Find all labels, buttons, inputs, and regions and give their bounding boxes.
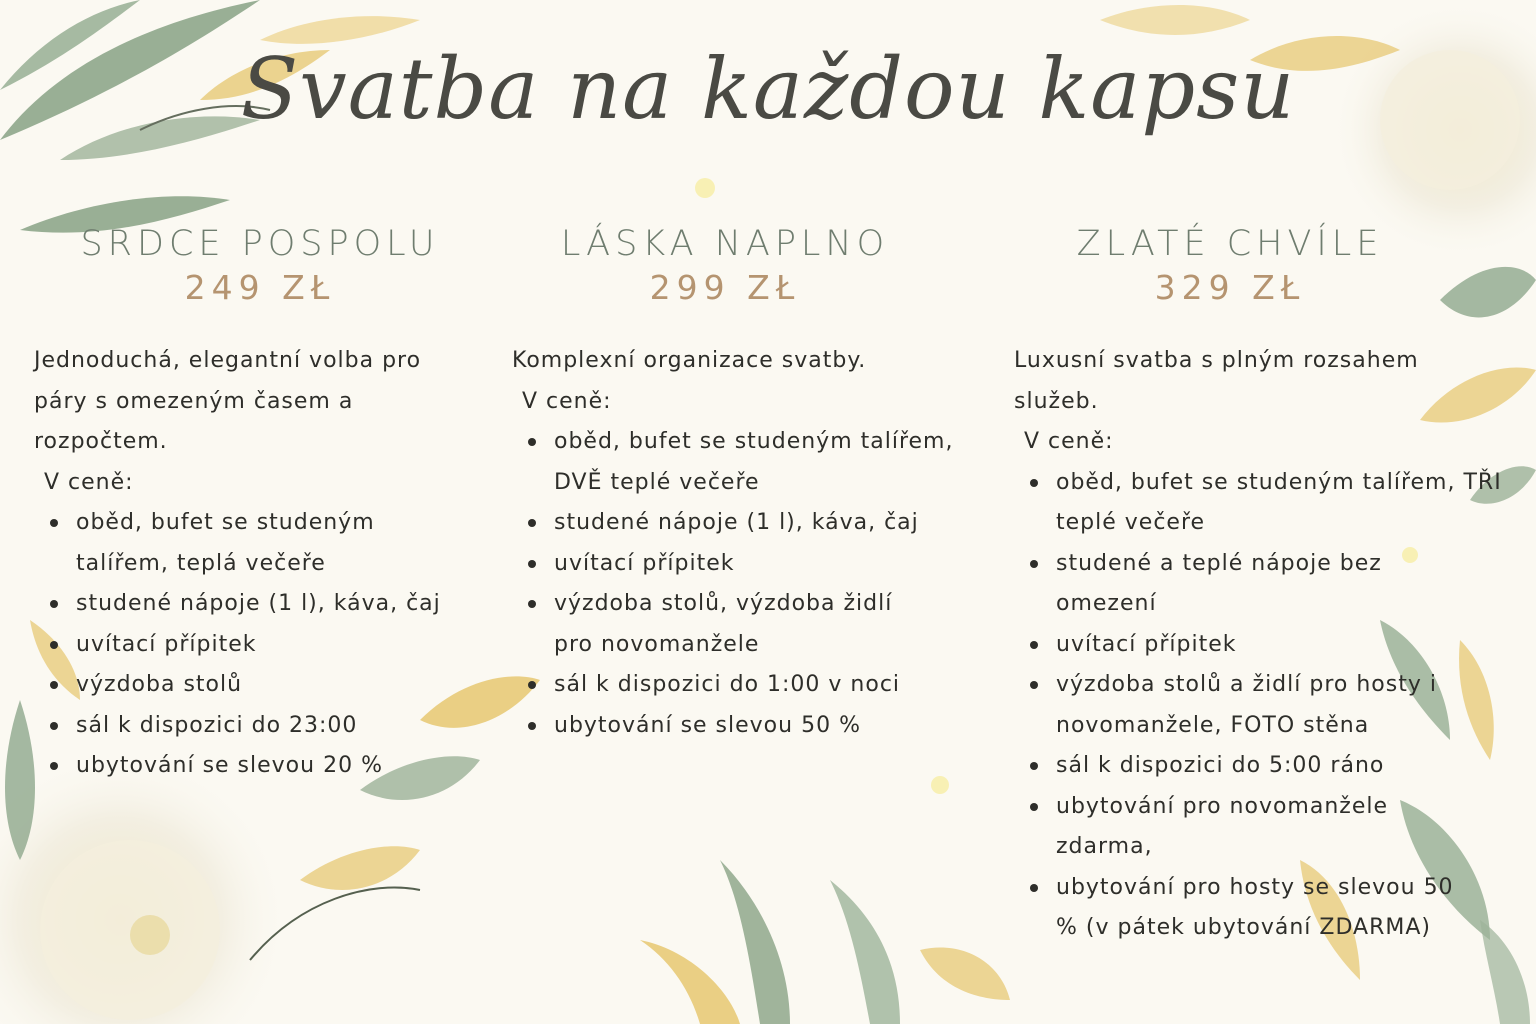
package-name: LÁSKA NAPLNO — [560, 224, 890, 264]
package-details — [1014, 341, 1504, 949]
included-label: V ceně: — [522, 388, 612, 414]
list-item: ubytování pro hosty se slevou 50 % (v pátek ubytování ZDARMA) — [1014, 868, 1456, 949]
page-title: Svatba na každou kapsu — [240, 40, 1296, 138]
list-item: ubytování se slevou 20 % — [34, 746, 504, 787]
list-item: oběd, bufet se studeným talířem, teplá večeře — [34, 503, 416, 584]
package-srdce-pospolu — [72, 222, 448, 310]
list-item: sál k dispozici do 1:00 v noci — [512, 665, 992, 706]
package-laska-naplno — [530, 222, 920, 310]
package-intro: Jednoduchá, elegantní volba pro páry s omezeným časem a rozpočtem. — [34, 348, 422, 454]
included-list — [34, 503, 504, 787]
list-item: oběd, bufet se studeným talířem, DVĚ teplé večeře — [512, 422, 992, 503]
included-label: V ceně: — [1024, 429, 1114, 454]
package-price: 299 ZŁ — [649, 268, 801, 307]
list-item: studené nápoje (1 l), káva, čaj — [512, 503, 992, 544]
package-details — [512, 341, 992, 746]
included-label: V ceně: — [44, 469, 134, 495]
included-list — [512, 422, 992, 746]
package-intro: Luxusní svatba s plným rozsahem služeb. — [1014, 348, 1419, 414]
list-item: uvítací přípitek — [1014, 625, 1504, 666]
package-intro: Komplexní organizace svatby. — [512, 348, 867, 373]
list-item: výzdoba stolů a židlí pro hosty i novomanžele, FOTO stěna — [1014, 665, 1476, 746]
package-name: ZLATÉ CHVÍLE — [1076, 224, 1384, 264]
list-item: ubytování pro novomanžele zdarma, — [1014, 787, 1426, 868]
list-item: ubytování se slevou 50 % — [512, 706, 992, 747]
list-item: studené a teplé nápoje bez omezení — [1014, 544, 1436, 625]
package-price: 329 ZŁ — [1154, 268, 1306, 307]
list-item: uvítací přípitek — [34, 625, 504, 666]
list-item: uvítací přípitek — [512, 544, 992, 585]
list-item: sál k dispozici do 5:00 ráno — [1014, 746, 1504, 787]
package-price: 249 ZŁ — [184, 268, 336, 307]
package-name: SRDCE POSPOLU — [80, 224, 440, 264]
included-list — [1014, 463, 1504, 949]
list-item: studené nápoje (1 l), káva, čaj — [34, 584, 504, 625]
list-item: výzdoba stolů — [34, 665, 504, 706]
list-item: výzdoba stolů, výzdoba židlí pro novomanžele — [512, 584, 934, 665]
list-item: sál k dispozici do 23:00 — [34, 706, 504, 747]
package-details — [34, 341, 504, 787]
list-item: oběd, bufet se studeným talířem, TŘI teplé večeře — [1014, 463, 1504, 544]
package-zlate-chvile — [1040, 222, 1420, 310]
